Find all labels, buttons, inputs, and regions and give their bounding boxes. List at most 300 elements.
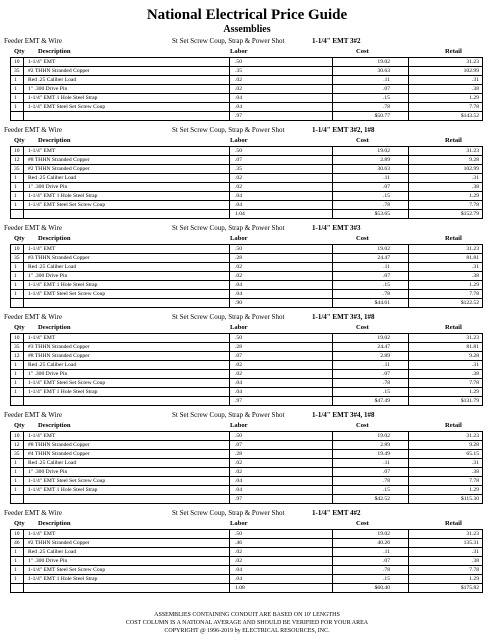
description-cell: 1-1/4" EMT Steel Set Screw Coup [28,567,106,573]
description-cell: 1-1/4" EMT 1 Hole Steel Strap [28,487,98,493]
assembly-table [10,244,483,308]
cost-cell: .07 [383,184,390,190]
labor-cell: .04 [235,282,242,288]
labor-total: .97 [235,113,242,119]
table-row [10,370,483,379]
qty-cell: 1 [14,291,17,297]
labor-cell: .50 [235,335,242,341]
retail-cell: 135.31 [463,540,479,546]
qty-cell: 1 [14,469,17,475]
table-gridline [482,432,483,504]
retail-cell: 102.99 [463,68,479,74]
table-gridline [482,245,483,308]
retail-cell: 1.29 [469,95,479,101]
table-gridline [332,432,333,504]
section-code: 1-1/4" EMT 3#2, 1#8 [312,126,375,134]
description-cell: 1-1/4" EMT 1 Hole Steel Strap [28,389,98,395]
page-subtitle: Assemblies [223,24,271,35]
retail-cell: 1.29 [469,487,479,493]
labor-cell: .02 [235,273,242,279]
table-gridline [10,432,11,504]
column-header-labor: Labor [230,48,248,55]
table-row [10,388,483,397]
description-cell: 1-1/4" EMT [28,433,56,439]
section-description: St Set Screw Coup, Strap & Power Shot [172,224,285,232]
table-row [10,174,483,183]
column-header-row [0,234,494,244]
cost-cell: 19.02 [377,433,390,439]
labor-total: .90 [235,300,242,306]
cost-cell: .11 [383,175,390,181]
cost-cell: 2.89 [380,157,390,163]
table-gridline [408,147,409,219]
table-gridline [10,334,11,406]
description-cell: 1-1/4" EMT [28,148,56,154]
column-header-cost: Cost [356,422,369,429]
table-row [10,468,483,477]
cost-cell: .11 [383,362,390,368]
description-cell: 1-1/4" EMT 1 Hole Steel Strap [28,193,98,199]
table-row [10,76,483,85]
cost-cell: .78 [383,567,390,573]
qty-cell: 1 [14,371,17,377]
qty-cell: 1 [14,389,17,395]
retail-cell: 31.23 [466,335,479,341]
description-cell: 1-1/4" EMT [28,246,56,252]
labor-cell: .28 [235,255,242,261]
cost-cell: 24.47 [377,344,390,350]
total-row [10,112,483,121]
table-row [10,156,483,165]
table-row [10,85,483,94]
column-header-row [0,519,494,529]
qty-cell: 1 [14,460,17,466]
description-cell: 1" .300 Drive Pin [28,469,68,475]
column-header-labor: Labor [230,520,248,527]
column-header-labor: Labor [230,422,248,429]
assembly-table [10,529,483,593]
footer-note-cost: COST COLUMN IS A NATIONAL AVERAGE AND SHOULD BE VERIFIED FOR YOUR AREA [125,620,369,626]
retail-cell: .38 [472,86,479,92]
qty-cell: 1 [14,567,17,573]
cost-cell: .07 [383,558,390,564]
description-cell: Red .25 Caliber Load [28,362,77,368]
qty-cell: 1 [14,380,17,386]
retail-cell: .31 [472,77,479,83]
retail-cell: 7.78 [469,380,479,386]
section-description: St Set Screw Coup, Strap & Power Shot [172,313,285,321]
retail-cell: 1.29 [469,389,479,395]
table-row [10,486,483,495]
table-gridline [23,245,24,308]
table-gridline [408,245,409,308]
column-header-description: Description [38,324,71,331]
section-category: Feeder EMT & Wire [4,313,62,321]
column-header-row [0,421,494,431]
qty-cell: 1 [14,86,17,92]
description-cell: 1-1/4" EMT [28,59,56,65]
table-row [10,245,483,254]
cost-cell: .11 [383,549,390,555]
cost-cell: .15 [383,193,390,199]
column-header-cost: Cost [356,324,369,331]
section-code: 1-1/4" EMT 3#4, 1#8 [312,411,375,419]
qty-cell: 46 [14,540,20,546]
section-header [0,410,494,421]
section-code: 1-1/4" EMT 3#3 [312,224,361,232]
cost-cell: .11 [383,460,390,466]
section-header [0,508,494,519]
qty-cell: 1 [14,175,17,181]
footer-copyright: COPYRIGHT @ 1996-2019 by ELECTRICAL RESOURCES, INC. [164,628,330,634]
table-gridline [408,58,409,121]
retail-cell: 31.23 [466,246,479,252]
cost-cell: .15 [383,487,390,493]
table-row [10,477,483,486]
qty-cell: 10 [14,335,20,341]
section-category: Feeder EMT & Wire [4,37,62,45]
description-cell: 1-1/4" EMT Steel Set Screw Coup [28,380,106,386]
description-cell: 1" .300 Drive Pin [28,86,68,92]
section-category: Feeder EMT & Wire [4,411,62,419]
table-gridline [408,432,409,504]
qty-cell: 35 [14,451,20,457]
total-row [10,210,483,219]
section-description: St Set Screw Coup, Strap & Power Shot [172,126,285,134]
qty-cell: 35 [14,344,20,350]
retail-cell: .31 [472,175,479,181]
qty-cell: 1 [14,478,17,484]
cost-cell: 40.26 [377,540,390,546]
column-header-cost: Cost [356,48,369,55]
cost-cell: .15 [383,282,390,288]
description-cell: #2 THHN Stranded Copper [28,68,90,74]
labor-cell: .04 [235,193,242,199]
table-gridline [332,334,333,406]
cost-cell: 19.49 [377,451,390,457]
qty-cell: 10 [14,433,20,439]
qty-cell: 1 [14,184,17,190]
labor-cell: .02 [235,558,242,564]
retail-total: $115.30 [461,496,479,502]
cost-cell: .78 [383,380,390,386]
cost-total: $42.52 [374,496,390,502]
retail-cell: 31.23 [466,531,479,537]
qty-cell: 1 [14,202,17,208]
table-row [10,441,483,450]
cost-cell: .15 [383,576,390,582]
description-cell: 1-1/4" EMT Steel Set Screw Coup [28,478,106,484]
section-category: Feeder EMT & Wire [4,509,62,517]
labor-cell: .50 [235,531,242,537]
retail-cell: 7.78 [469,567,479,573]
table-gridline [10,530,11,593]
qty-cell: 1 [14,558,17,564]
retail-cell: 31.23 [466,59,479,65]
column-header-cost: Cost [356,235,369,242]
labor-cell: .02 [235,549,242,555]
cost-total: $47.49 [374,398,390,404]
cost-cell: .78 [383,478,390,484]
table-gridline [229,58,230,121]
table-gridline [482,530,483,593]
table-gridline [482,334,483,406]
labor-cell: .02 [235,371,242,377]
table-gridline [23,58,24,121]
labor-cell: .02 [235,469,242,475]
labor-cell: .02 [235,175,242,181]
column-header-description: Description [38,137,71,144]
table-gridline [408,530,409,593]
table-row [10,147,483,156]
cost-cell: .11 [383,264,390,270]
qty-cell: 1 [14,264,17,270]
qty-cell: 1 [14,549,17,555]
labor-cell: .07 [235,157,242,163]
section-description: St Set Screw Coup, Strap & Power Shot [172,509,285,517]
cost-cell: 2.89 [380,442,390,448]
column-header-description: Description [38,520,71,527]
description-cell: 1-1/4" EMT Steel Set Screw Coup [28,202,106,208]
table-row [10,530,483,539]
qty-cell: 12 [14,157,20,163]
table-row [10,281,483,290]
qty-cell: 35 [14,255,20,261]
table-gridline [10,245,11,308]
labor-cell: .28 [235,344,242,350]
cost-cell: 19.02 [377,246,390,252]
page-title: National Electrical Price Guide [146,7,348,23]
cost-cell: 30.63 [377,166,390,172]
retail-cell: .31 [472,549,479,555]
table-gridline [229,245,230,308]
labor-total: 1.08 [235,585,245,591]
assembly-table [10,431,483,504]
cost-total: $44.61 [374,300,390,306]
cost-cell: 24.47 [377,255,390,261]
cost-cell: .07 [383,469,390,475]
cost-cell: 19.02 [377,335,390,341]
labor-cell: .04 [235,380,242,386]
labor-cell: .50 [235,59,242,65]
column-header-labor: Labor [230,235,248,242]
footer-note-lengths: ASSEMBLIES CONTAINING CONDUIT ARE BASED ON 10' LENGTHS [154,612,340,618]
description-cell: 1-1/4" EMT Steel Set Screw Coup [28,104,106,110]
retail-cell: .38 [472,184,479,190]
qty-cell: 10 [14,148,20,154]
cost-cell: .78 [383,104,390,110]
table-gridline [229,334,230,406]
column-header-qty: Qty [14,520,25,527]
retail-cell: 9.28 [469,157,479,163]
description-cell: #2 THHN Stranded Copper [28,540,90,546]
retail-cell: 81.81 [466,344,479,350]
qty-cell: 1 [14,95,17,101]
section-header [0,36,494,47]
table-gridline [332,245,333,308]
description-cell: 1" .300 Drive Pin [28,184,68,190]
table-gridline [23,530,24,593]
labor-cell: .02 [235,264,242,270]
description-cell: #8 THHN Stranded Copper [28,157,90,163]
section-code: 1-1/4" EMT 3#2 [312,37,361,45]
cost-cell: 30.63 [377,68,390,74]
section-description: St Set Screw Coup, Strap & Power Shot [172,411,285,419]
description-cell: Red .25 Caliber Load [28,175,77,181]
qty-cell: 1 [14,273,17,279]
table-gridline [23,147,24,219]
labor-cell: .04 [235,291,242,297]
description-cell: Red .25 Caliber Load [28,460,77,466]
column-header-retail: Retail [445,520,462,527]
table-row [10,361,483,370]
table-gridline [23,334,24,406]
labor-cell: .04 [235,567,242,573]
labor-cell: .04 [235,95,242,101]
table-row [10,450,483,459]
labor-cell: .02 [235,86,242,92]
labor-cell: .02 [235,77,242,83]
cost-cell: .07 [383,86,390,92]
retail-cell: .38 [472,371,479,377]
column-header-retail: Retail [445,422,462,429]
labor-total: .97 [235,496,242,502]
description-cell: #3 THHN Stranded Copper [28,255,90,261]
cost-total: $60.40 [374,585,390,591]
cost-cell: .07 [383,371,390,377]
description-cell: 1" .300 Drive Pin [28,558,68,564]
column-header-row [0,136,494,146]
column-header-retail: Retail [445,137,462,144]
labor-cell: .35 [235,166,242,172]
table-row [10,165,483,174]
column-header-qty: Qty [14,137,25,144]
labor-cell: .35 [235,68,242,74]
table-gridline [332,530,333,593]
cost-cell: .07 [383,273,390,279]
retail-total: $152.79 [460,211,479,217]
retail-cell: 31.23 [466,433,479,439]
section-header [0,125,494,136]
table-row [10,557,483,566]
table-row [10,566,483,575]
section-code: 1-1/4" EMT 4#2 [312,509,361,517]
retail-cell: .38 [472,469,479,475]
assembly-sections [0,36,494,593]
labor-total: 1.04 [235,211,245,217]
cost-cell: 2.89 [380,353,390,359]
table-gridline [10,147,11,219]
assembly-table [10,333,483,406]
retail-cell: 9.28 [469,353,479,359]
table-row [10,334,483,343]
table-gridline [332,147,333,219]
retail-cell: 7.78 [469,104,479,110]
section-description: St Set Screw Coup, Strap & Power Shot [172,37,285,45]
qty-cell: 1 [14,576,17,582]
table-row [10,103,483,112]
column-header-row [0,47,494,57]
qty-cell: 1 [14,362,17,368]
total-row [10,584,483,593]
section-category: Feeder EMT & Wire [4,126,62,134]
table-row [10,183,483,192]
table-row [10,201,483,210]
labor-cell: .04 [235,478,242,484]
retail-cell: .38 [472,273,479,279]
cost-cell: 19.02 [377,531,390,537]
table-row [10,343,483,352]
table-row [10,67,483,76]
qty-cell: 10 [14,531,20,537]
table-gridline [482,58,483,121]
labor-cell: .04 [235,576,242,582]
description-cell: 1-1/4" EMT [28,531,56,537]
retail-cell: 65.15 [466,451,479,457]
column-header-description: Description [38,422,71,429]
table-row [10,58,483,67]
column-header-description: Description [38,235,71,242]
retail-cell: 7.78 [469,478,479,484]
qty-cell: 10 [14,246,20,252]
column-header-qty: Qty [14,48,25,55]
retail-total: $131.79 [460,398,479,404]
description-cell: Red .25 Caliber Load [28,264,77,270]
cost-cell: 19.02 [377,148,390,154]
description-cell: Red .25 Caliber Load [28,77,77,83]
column-header-row [0,323,494,333]
cost-cell: .78 [383,202,390,208]
table-gridline [23,432,24,504]
description-cell: 1-1/4" EMT [28,335,56,341]
cost-total: $50.77 [374,113,390,119]
retail-cell: 81.81 [466,255,479,261]
qty-cell: 35 [14,68,20,74]
column-header-labor: Labor [230,137,248,144]
labor-cell: .02 [235,184,242,190]
cost-cell: .78 [383,291,390,297]
qty-cell: 35 [14,166,20,172]
description-cell: #3 THHN Stranded Copper [28,344,90,350]
total-row [10,495,483,504]
table-gridline [229,530,230,593]
description-cell: 1-1/4" EMT 1 Hole Steel Strap [28,95,98,101]
total-row [10,299,483,308]
column-header-cost: Cost [356,137,369,144]
qty-cell: 12 [14,353,20,359]
retail-total: $143.52 [460,113,479,119]
retail-cell: .31 [472,362,479,368]
section-code: 1-1/4" EMT 3#3, 1#8 [312,313,375,321]
description-cell: Red .25 Caliber Load [28,549,77,555]
assembly-table [10,57,483,121]
description-cell: 1" .300 Drive Pin [28,273,68,279]
retail-cell: .31 [472,460,479,466]
labor-cell: .07 [235,353,242,359]
labor-cell: .04 [235,487,242,493]
description-cell: #8 THHN Stranded Copper [28,442,90,448]
table-row [10,192,483,201]
labor-cell: .04 [235,104,242,110]
description-cell: 1-1/4" EMT 1 Hole Steel Strap [28,576,98,582]
table-row [10,432,483,441]
labor-total: .97 [235,398,242,404]
description-cell: 1-1/4" EMT 1 Hole Steel Strap [28,282,98,288]
table-gridline [332,58,333,121]
section-header [0,223,494,234]
qty-cell: 1 [14,104,17,110]
cost-total: $53.65 [374,211,390,217]
